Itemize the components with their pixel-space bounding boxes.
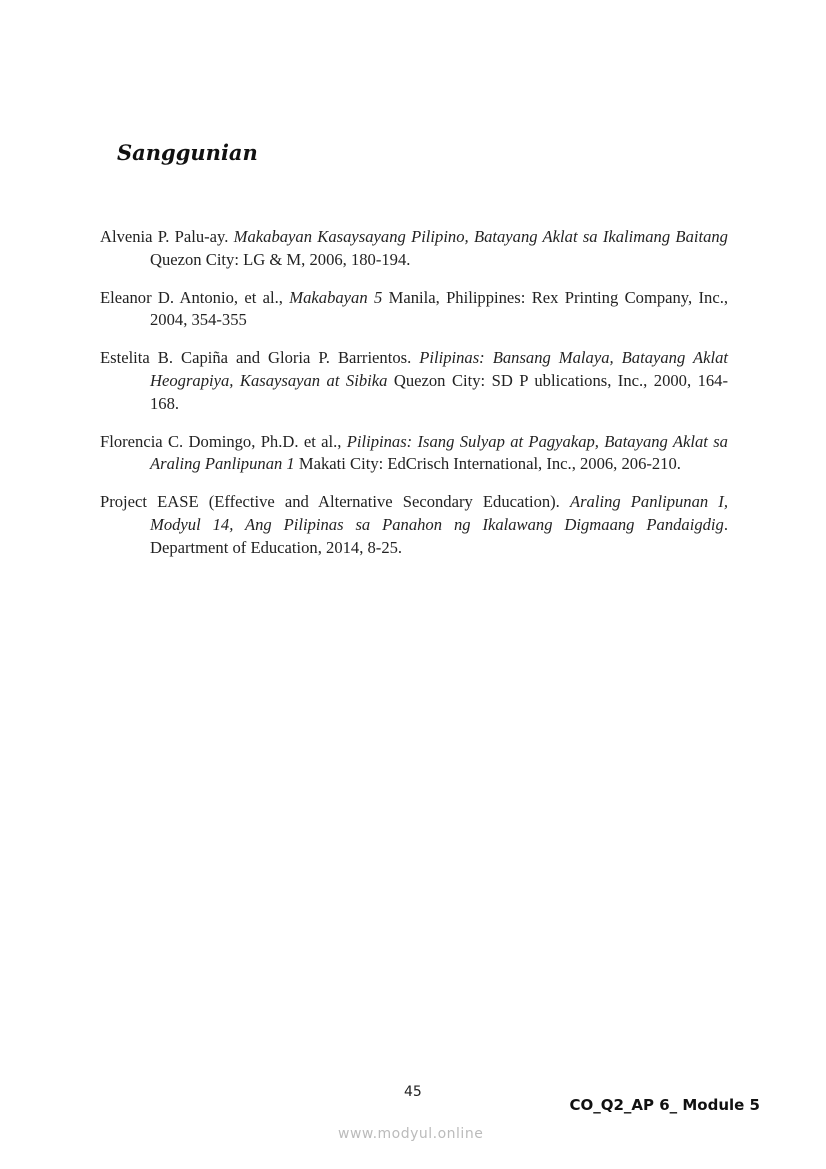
reference-text: Florencia C. Domingo, Ph.D. et al.,: [100, 431, 347, 451]
reference-text: Makati City: EdCrisch International, Inc., 2006, 206-210.: [294, 454, 681, 474]
reference-text: Project EASE (Effective and Alternative Secondary Education).: [100, 492, 570, 512]
reference-list: [100, 226, 728, 575]
reference-text: Estelita B. Capiña and Gloria P. Barrientos.: [100, 348, 420, 368]
reference-text: Quezon City: SD P ublications, Inc., 2000, 164-168.: [150, 370, 728, 413]
reference-entry: [100, 347, 728, 415]
reference-entry: [100, 491, 728, 559]
watermark: www.modyul.online: [338, 1126, 484, 1142]
reference-entry: [100, 287, 728, 332]
page-title: Sanggunian: [117, 140, 258, 165]
module-code: CO_Q2_AP 6_ Module 5: [569, 1096, 760, 1114]
reference-title: Makabayan Kasaysayang Pilipino, Batayang Aklat sa Ikalimang Baitang: [233, 227, 728, 246]
reference-text: . Department of Education, 2014, 8-25.: [150, 514, 728, 557]
reference-title: Makabayan 5: [289, 287, 383, 307]
reference-entry: [100, 431, 728, 476]
reference-text: Manila, Philippines: Rex Printing Company, Inc., 2004, 354-355: [150, 287, 728, 330]
reference-text: Alvenia P. Palu-ay.: [100, 227, 234, 246]
reference-title: Pilipinas: Isang Sulyap at Pagyakap, Batayang Aklat sa Araling Panlipunan 1: [150, 431, 728, 474]
reference-title: Araling Panlipunan I, Modyul 14, Ang Pilipinas sa Panahon ng Ikalawang Digmaang Pandaigdig: [150, 492, 728, 534]
page-number: 45: [404, 1084, 422, 1100]
reference-text: Quezon City: LG & M, 2006, 180-194.: [150, 249, 411, 269]
reference-title: Pilipinas: Bansang Malaya, Batayang Aklat Heograpiya, Kasaysayan at Sibika: [150, 348, 728, 390]
reference-text: Eleanor D. Antonio, et al.,: [100, 287, 290, 307]
reference-entry: [100, 226, 728, 271]
